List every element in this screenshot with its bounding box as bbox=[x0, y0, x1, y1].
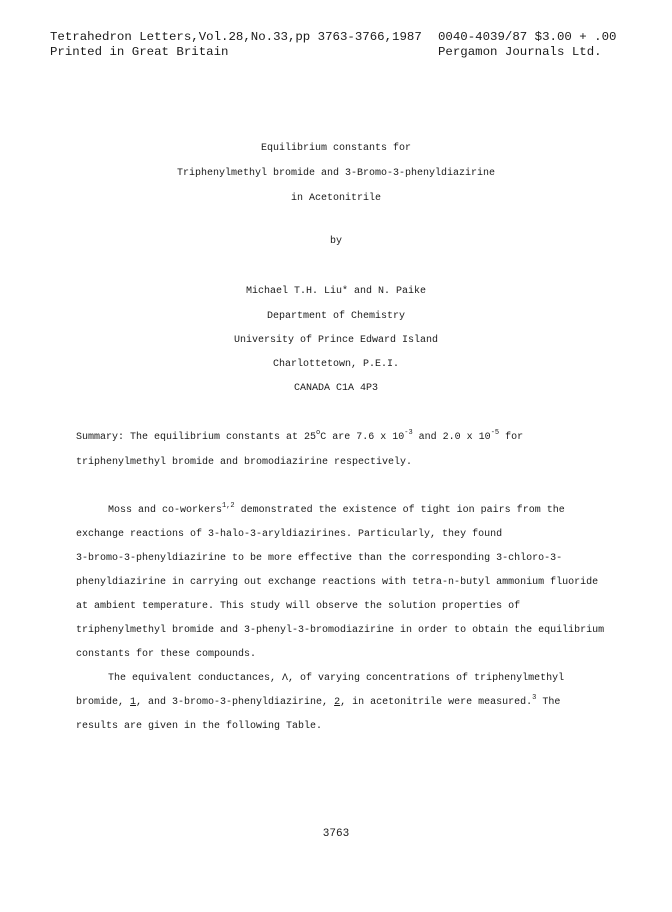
title-line-1: Equilibrium constants for bbox=[260, 143, 412, 154]
para1-line-1: Moss and co-workers$^{1,2}$ demonstrated the existence of tight ion pairs from the bbox=[108, 502, 565, 516]
para1-line-4: phenyldiazirine in carrying out exchange reactions with tetra-n-butyl ammonium fluoride bbox=[76, 577, 599, 588]
publisher-name: Pergamon Journals Ltd. bbox=[438, 45, 602, 59]
page-number: 3763 bbox=[322, 828, 350, 840]
affiliation-city: Charlottetown, P.E.I. bbox=[272, 359, 400, 370]
citation-line: Tetrahedron Letters,Vol.28,No.33,pp 3763-3766,1987 bbox=[50, 30, 422, 44]
para1-line-2: exchange reactions of 3-halo-3-aryldiazirines. Particularly, they found bbox=[76, 529, 503, 540]
price-code: 0040-4039/87 $3.00 + .00 bbox=[438, 30, 617, 44]
publisher-info bbox=[438, 30, 616, 60]
summary-line-1: Summary: The equilibrium constants at 25$^o$C are 7.6 x $10^{-3}$ and 2.0 x $10^{-5}$ for bbox=[76, 429, 524, 443]
title-line-2: Triphenylmethyl bromide and 3-Bromo-3-phenyldiazirine bbox=[176, 168, 496, 179]
citation-ref: 3 bbox=[532, 694, 537, 702]
affiliation-university: University of Prince Edward Island bbox=[233, 335, 439, 346]
para1-line-3: 3-bromo-3-phenyldiazirine to be more effective than the corresponding 3-chloro-3- bbox=[76, 553, 563, 564]
summary-label: Summary: bbox=[76, 432, 125, 443]
para1-line-7: constants for these compounds. bbox=[76, 649, 257, 660]
para2-line-3: results are given in the following Table. bbox=[76, 721, 323, 732]
summary-line-2: triphenylmethyl bromide and bromodiazirine respectively. bbox=[76, 457, 413, 468]
compound-ref-2: 2 bbox=[334, 697, 341, 708]
para1-line-6: triphenylmethyl bromide and 3-phenyl-3-bromodiazirine in order to obtain the equilibrium bbox=[76, 625, 605, 636]
printed-line: Printed in Great Britain bbox=[50, 45, 229, 59]
para1-line-5: at ambient temperature. This study will observe the solution properties of bbox=[76, 601, 521, 612]
affiliation-country: CANADA C1A 4P3 bbox=[293, 383, 378, 394]
affiliation-department: Department of Chemistry bbox=[266, 311, 406, 322]
compound-ref-1: 1 bbox=[130, 697, 137, 708]
citation-ref: 1,2 bbox=[222, 502, 235, 510]
journal-citation bbox=[50, 30, 422, 60]
para2-line-2: bromide, 1, and 3-bromo-3-phenyldiazirine, 2, in acetonitrile were measured.$^3$ The bbox=[76, 694, 561, 708]
para2-line-1: The equivalent conductances, Λ, of varying concentrations of triphenylmethyl bbox=[108, 673, 565, 684]
authors: Michael T.H. Liu* and N. Paike bbox=[245, 286, 427, 297]
by-line: by bbox=[329, 236, 342, 247]
title-line-3: in Acetonitrile bbox=[290, 193, 381, 204]
